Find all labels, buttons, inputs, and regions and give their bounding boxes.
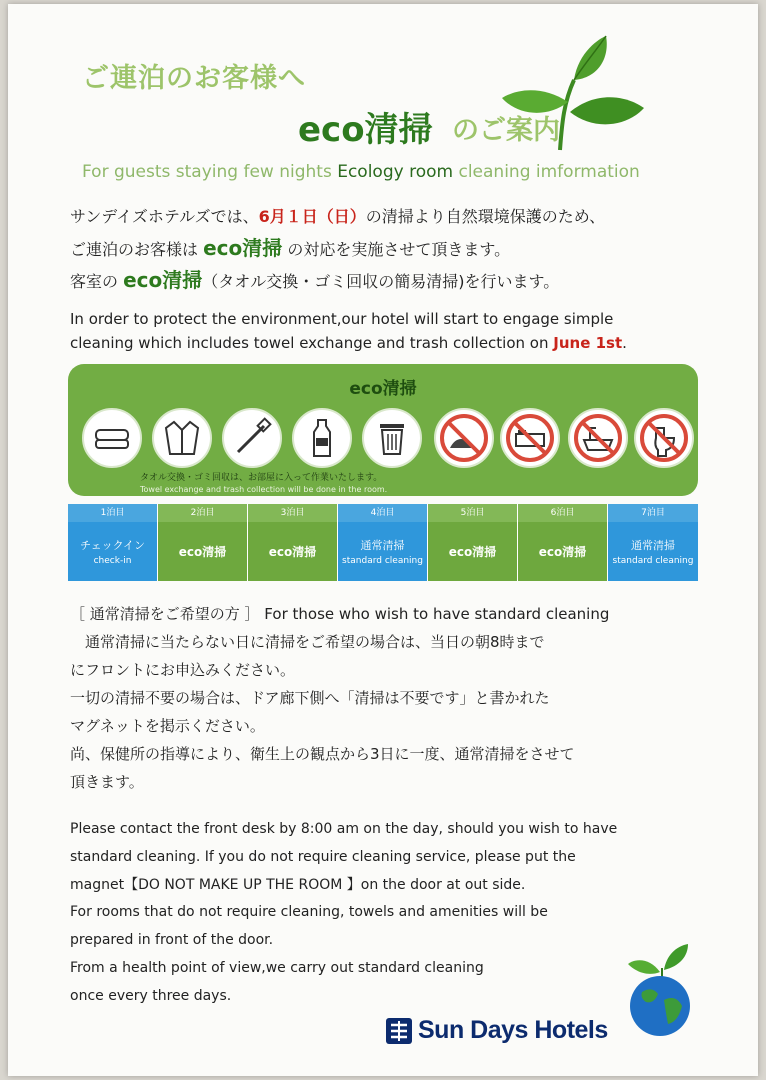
intro-jp-line2: ご連泊のお客様は eco清掃 の対応を実施させて頂きます。 — [70, 236, 511, 260]
towel-icon — [82, 408, 142, 468]
standard-en-line4: For rooms that do not require cleaning, towels and amenities will be — [70, 904, 548, 920]
standard-jp-line4: マグネットを掲示ください。 — [70, 717, 265, 735]
standard-en-line5: prepared in front of the door. — [70, 932, 274, 948]
earth-globe-icon — [620, 936, 700, 1036]
no-bath-icon — [568, 408, 628, 468]
robe-icon — [152, 408, 212, 468]
standard-en-line3: magnet【DO NOT MAKE UP THE ROOM 】on the door at out side. — [70, 877, 526, 893]
notice-sheet — [8, 4, 758, 1076]
intro-jp-line3: 客室の eco清掃（タオル交換・ゴミ回収の簡易清掃)を行います。 — [70, 268, 560, 292]
intro-en-line2: cleaning which includes towel exchange and trash collection on June 1st. — [70, 334, 627, 352]
schedule-day-5: 5泊目 eco清掃 — [428, 504, 518, 581]
standard-jp-line6: 頂きます。 — [70, 773, 144, 791]
sun-days-hotels-logo — [386, 1016, 608, 1045]
no-bed-icon — [500, 408, 560, 468]
standard-jp-line5: 尚、保健所の指導により、衛生上の観点から3日に一度、通常清掃をさせて — [70, 745, 575, 763]
schedule-day-3: 3泊目 eco清掃 — [248, 504, 338, 581]
standard-heading: ［ 通常清掃をご希望の方 ］ For those who wish to have standard cleaning — [70, 605, 610, 623]
schedule-day-7: 7泊目 通常清掃 standard cleaning — [608, 504, 698, 581]
schedule-day-4: 4泊目 通常清掃 standard cleaning — [338, 504, 428, 581]
eco-title-suffix: のご案内 — [452, 115, 560, 146]
hotel-logo-icon — [386, 1018, 412, 1044]
standard-jp-line3: 一切の清掃不要の場合は、ドア廊下側へ「清掃は不要です」と書かれた — [70, 689, 550, 707]
schedule-day-2: 2泊目 eco清掃 — [158, 504, 248, 581]
brand-name: Sun Days Hotels — [418, 1016, 608, 1044]
no-vacuum-icon — [434, 408, 494, 468]
schedule-day-6: 6泊目 eco清掃 — [518, 504, 608, 581]
banner-title: eco清掃 — [349, 379, 417, 399]
banner-note-jp: タオル交換・ゴミ回収は、お部屋に入って作業いたします。 — [140, 473, 383, 483]
standard-en-line7: once every three days. — [70, 988, 232, 1004]
standard-en-line2: standard cleaning. If you do not require cleaning service, please put the — [70, 849, 576, 865]
standard-jp-line2: にフロントにお申込みください。 — [70, 661, 296, 679]
leaves-icon — [478, 32, 648, 152]
eco-title: eco清掃 — [298, 110, 433, 150]
cleaning-schedule — [68, 504, 698, 581]
no-toilet-icon — [634, 408, 694, 468]
bottle-icon — [292, 408, 352, 468]
intro-jp-line1: サンデイズホテルズでは、6月１日（日）の清掃より自然環境保護のため、 — [70, 207, 606, 226]
intro-en-line1: In order to protect the environment,our hotel will start to engage simple — [70, 310, 614, 328]
toothbrush-icon — [222, 408, 282, 468]
eco-cleaning-banner — [68, 364, 698, 496]
trash-bin-icon — [362, 408, 422, 468]
standard-en-line1: Please contact the front desk by 8:00 am on the day, should you wish to have — [70, 821, 618, 837]
standard-en-line6: From a health point of view,we carry out standard cleaning — [70, 960, 484, 976]
banner-note-en: Towel exchange and trash collection will be done in the room. — [140, 485, 388, 494]
jp-title: ご連泊のお客様へ — [82, 63, 306, 94]
english-subtitle: For guests staying few nights Ecology room cleaning imformation — [82, 162, 640, 182]
schedule-day-1: 1泊目 チェックイン check-in — [68, 504, 158, 581]
standard-jp-line1: 通常清掃に当たらない日に清掃をご希望の場合は、当日の朝8時まで — [70, 633, 545, 651]
